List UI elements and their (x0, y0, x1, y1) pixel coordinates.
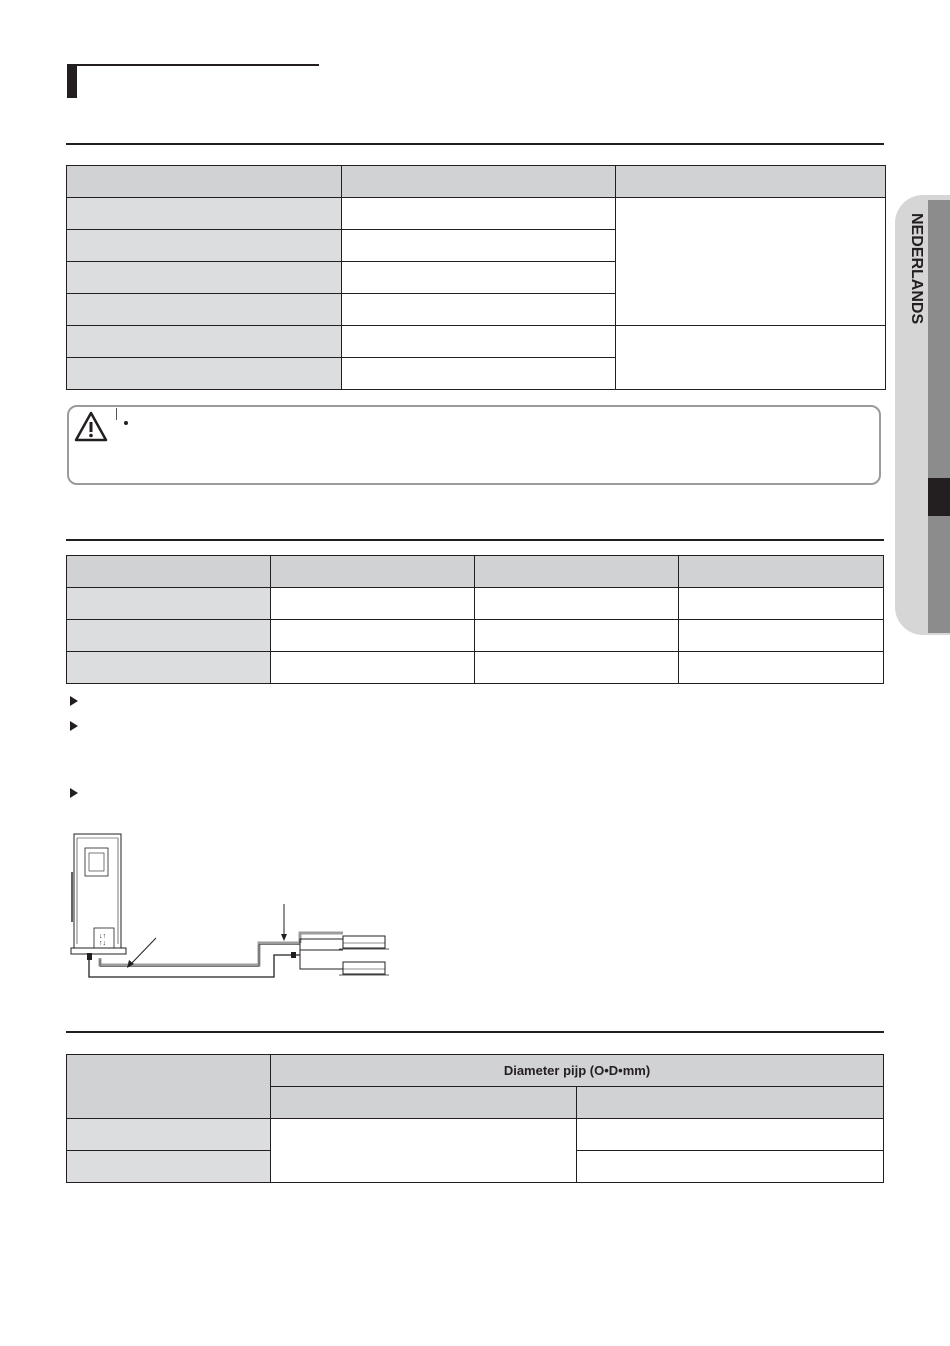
table-row-label (67, 198, 342, 230)
warning-triangle-icon (74, 411, 108, 443)
table-row-label (67, 294, 342, 326)
table-header-cell (616, 166, 886, 198)
table-row (67, 1055, 884, 1087)
indoor-unit-icon (339, 936, 389, 949)
table-row-label (67, 652, 271, 684)
indoor-unit-icon (339, 962, 389, 975)
table-header-cell (475, 556, 679, 588)
table-merged-cell (616, 198, 886, 326)
table-cell (679, 652, 884, 684)
table-cell (271, 620, 475, 652)
table-header-cell (67, 556, 271, 588)
pipe-diameter-header: Diameter pijp (O•D•mm) (271, 1055, 884, 1087)
table-cell (475, 652, 679, 684)
table-cell (679, 588, 884, 620)
title-underline (77, 64, 319, 66)
triangle-bullet-icon (70, 788, 78, 798)
table-row (67, 652, 884, 684)
table-row-label (67, 1151, 271, 1183)
language-label: NEDERLANDS (908, 213, 925, 325)
side-tab-stripe (928, 200, 950, 633)
table-header-cell (67, 166, 342, 198)
bullet-dot (124, 421, 128, 425)
table-cell (342, 326, 616, 358)
triangle-bullet-icon (70, 721, 78, 731)
table-cell (342, 198, 616, 230)
table-merged-cell (616, 326, 886, 390)
table-cell (475, 620, 679, 652)
table-row-label (67, 588, 271, 620)
caution-divider (116, 408, 117, 420)
table-cell (342, 230, 616, 262)
triangle-bullet-icon (70, 696, 78, 706)
title-marker (67, 64, 77, 98)
table-cell (475, 588, 679, 620)
svg-text:↓↑: ↓↑ (99, 933, 106, 940)
caution-box (67, 405, 881, 485)
table-merged-cell (271, 1119, 577, 1183)
table-header-cell (271, 1087, 577, 1119)
outdoor-unit-icon (71, 834, 126, 954)
table-row (67, 556, 884, 588)
table-row (67, 166, 886, 198)
table-row (67, 1119, 884, 1151)
spec-table-2 (66, 555, 884, 684)
table-cell (342, 262, 616, 294)
table-header-cell (577, 1087, 884, 1119)
chapter-marker (928, 478, 950, 516)
table-row-label (67, 326, 342, 358)
table-cell (271, 588, 475, 620)
table-row-label (67, 262, 342, 294)
section-rule-1 (66, 143, 884, 145)
table-cell (342, 294, 616, 326)
section-rule-3 (66, 1031, 884, 1033)
table-cell (271, 652, 475, 684)
section-rule-2 (66, 539, 884, 541)
table-row (67, 198, 886, 230)
table-row-label (67, 620, 271, 652)
table-row (67, 588, 884, 620)
table-cell (342, 358, 616, 390)
table-header-cell (67, 1055, 271, 1119)
table-row-label (67, 230, 342, 262)
table-cell (577, 1151, 884, 1183)
table-row (67, 326, 886, 358)
table-row-label (67, 1119, 271, 1151)
table-cell (577, 1119, 884, 1151)
table-row-label (67, 358, 342, 390)
table-cell (679, 620, 884, 652)
spec-table-1 (66, 165, 886, 390)
svg-text:↑↓: ↑↓ (99, 940, 106, 947)
table-header-cell (679, 556, 884, 588)
table-header-cell (271, 556, 475, 588)
table-header-cell (342, 166, 616, 198)
table-row (67, 620, 884, 652)
piping-diagram (64, 832, 394, 982)
pipe-diameter-table (66, 1054, 884, 1183)
